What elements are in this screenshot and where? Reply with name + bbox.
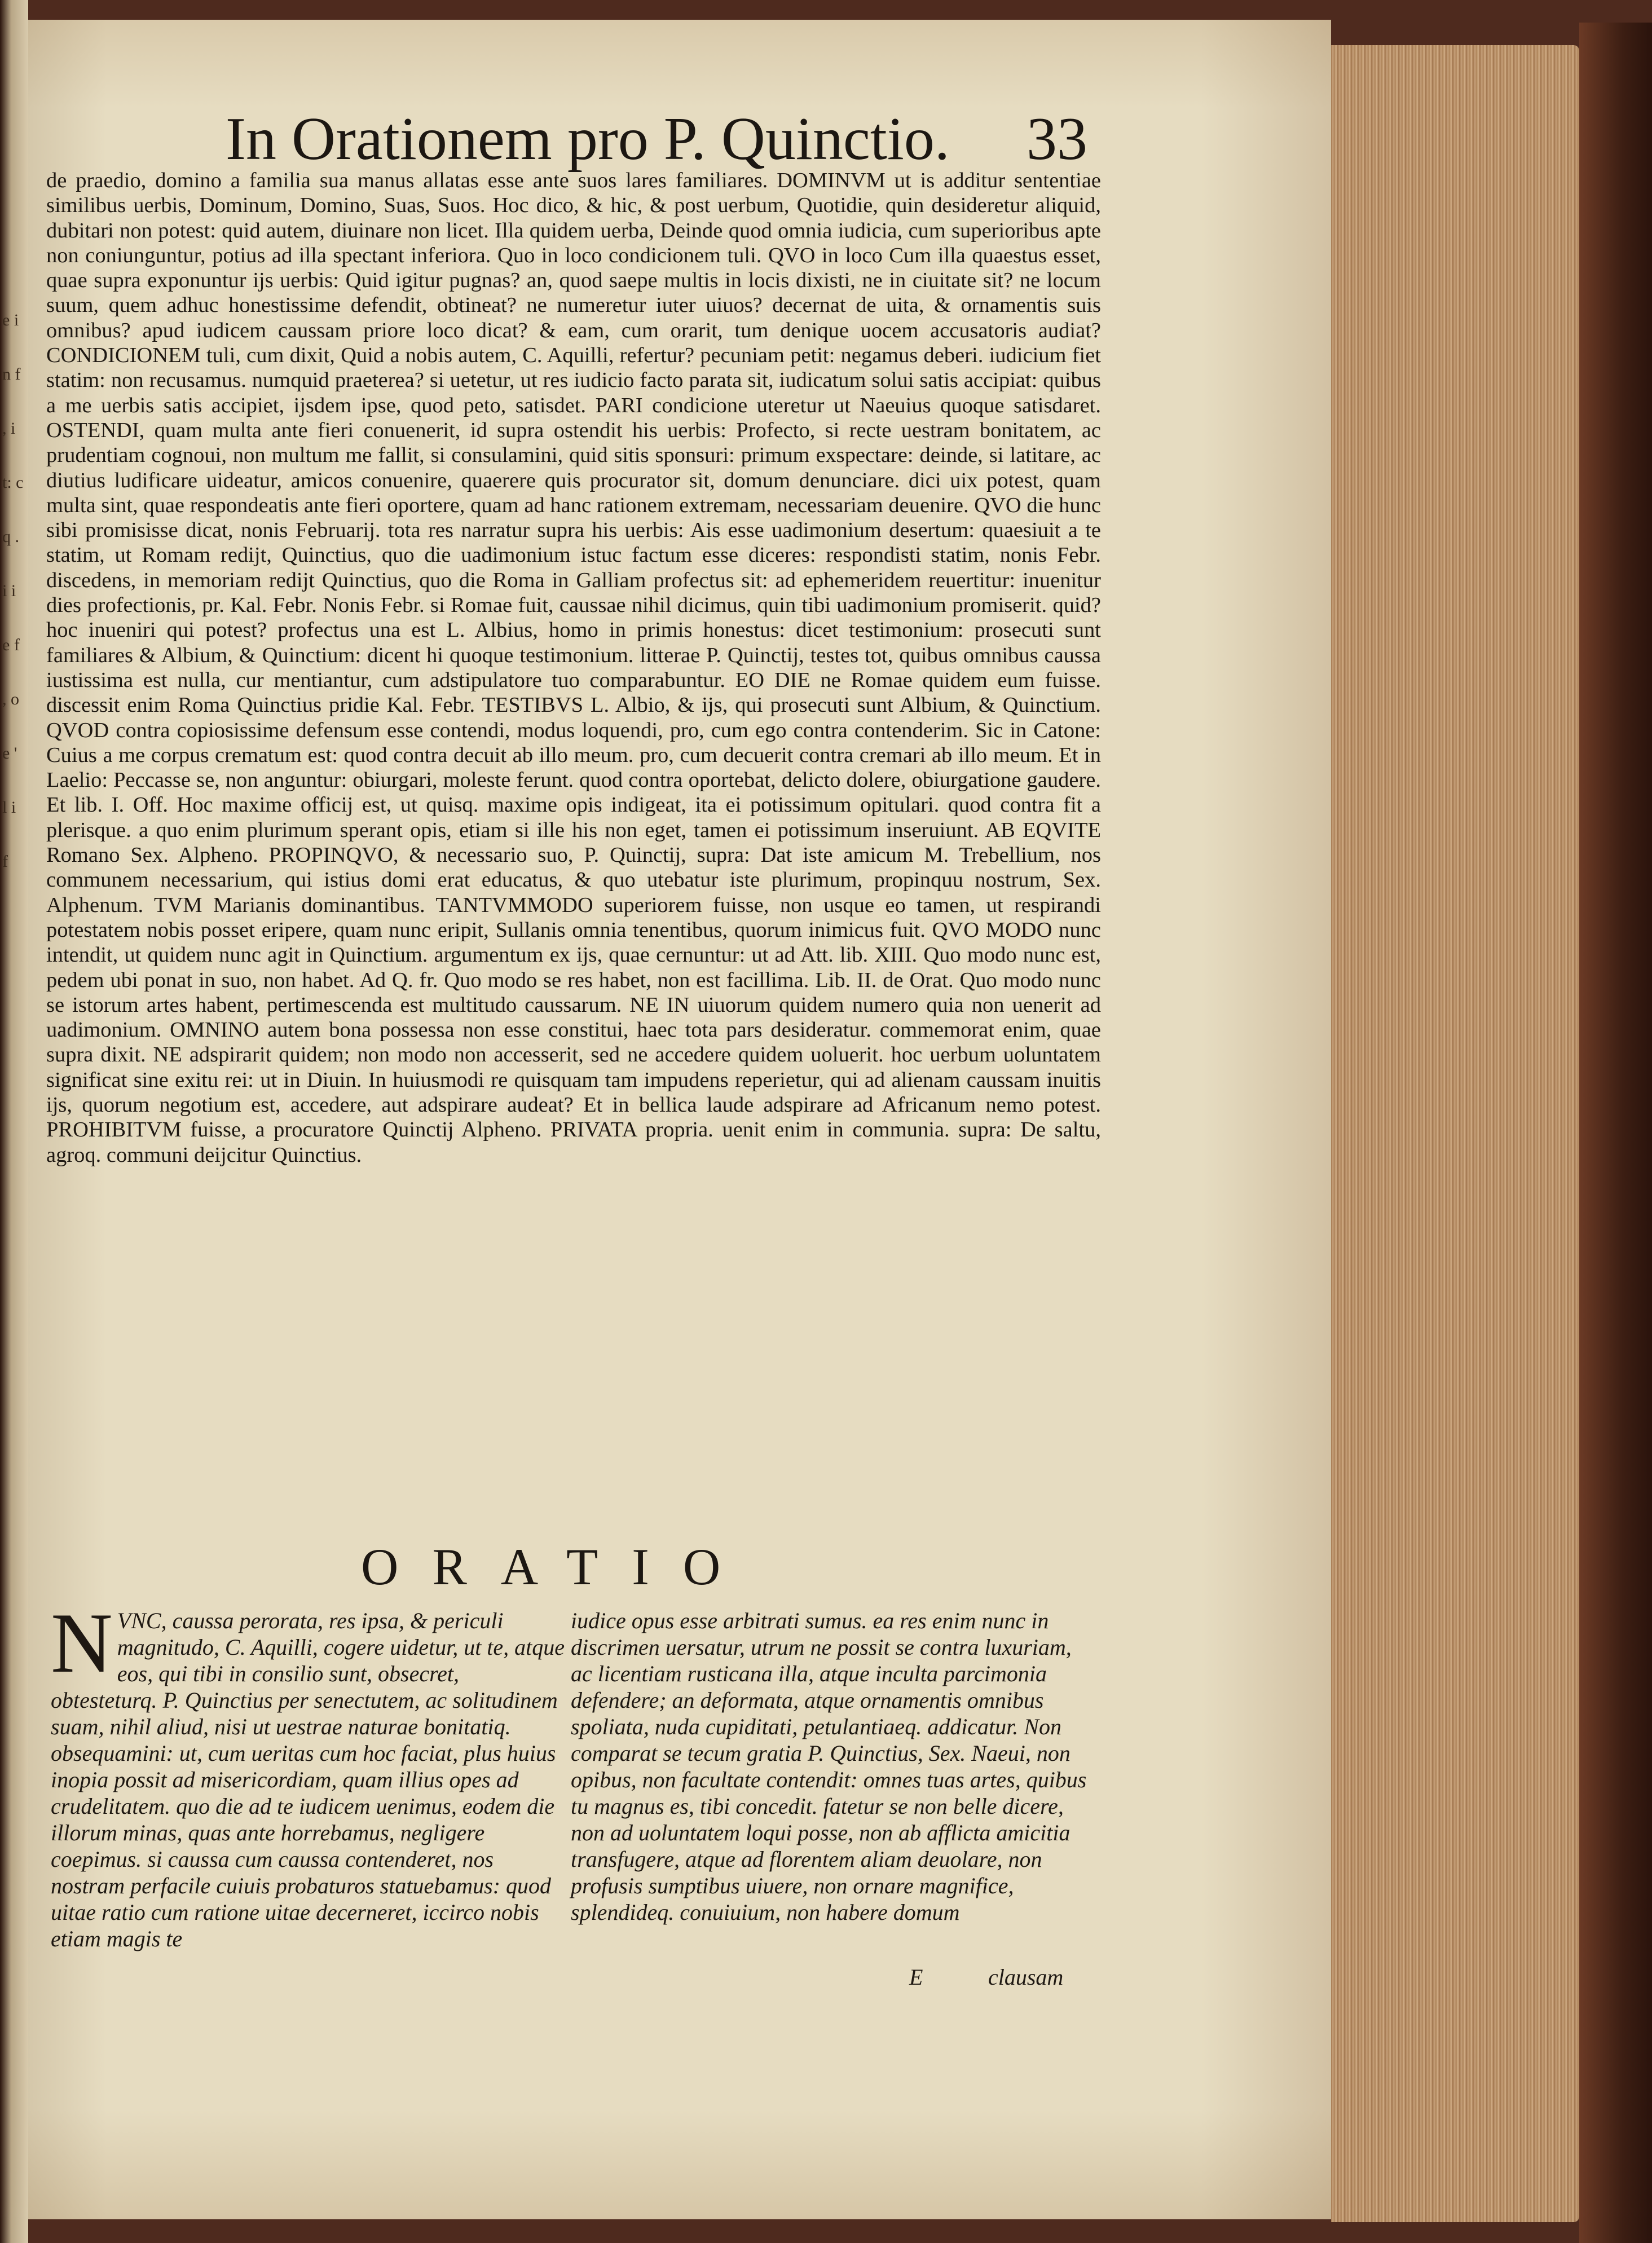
- oratio-column-left: [51, 1596, 570, 1952]
- book-cover: [1579, 23, 1652, 2243]
- page-number: 33: [1027, 105, 1087, 173]
- facing-page-margin-text: e i n f , i t: c q . i i e f , o e ' l i f: [2, 311, 24, 871]
- signature-mark: E: [909, 1964, 923, 1990]
- page-fore-edge: [1331, 45, 1579, 2222]
- commentary-block: [46, 168, 1101, 1167]
- oratio-text-right: iudice opus esse arbitrati sumus. ea res enim nunc in discrimen uersatur, utrum ne possit se contra luxuriam, ac licentiam rusticana illa, atque inculta parcimonia defendere; an deformata, atque ornamentis omnibus spoliata, nuda cupiditati, petulantiaeq. addicatur. Non comparat se tecum gratia P. Quinctius, Sex. Naeui, non opibus, non facultate contendit: omnes tuas artes, quibus tu magnus es, tibi concedit. fatetur se non belle dicere, non ad uoluntatem loqui posse, non ab afflicta amicitia transfugere, atque ad florentem aliam deuolare, non profusis sumptibus uiuere, non ornare magnifice, splendideq. conuiuium, non habere domum: [571, 1608, 1087, 1925]
- oratio-text-left: VNC, caussa perorata, res ipsa, & periculi magnitudo, C. Aquilli, cogere uidetur, ut te, atque eos, qui tibi in consilio sunt, obsecret, obtesteturq. P. Quinctius per senectutem, ac solitudinem suam, nihil aliud, nisi ut uestrae naturae bonitatiq. obsequamini: ut, cum ueritas cum hoc faciat, plus huius inopia possit ad misericordiam, quam illius opes ad crudelitatem. quo die ad te iudicem uenimus, eodem die illorum minas, quas ante horrebamus, negligere coepimus. si caussa cum caussa contenderet, nos nostram perfacile cuiuis probaturos statuebamus: quod uitae ratio cum ratione uitae decerneret, iccirco nobis etiam magis te: [51, 1608, 565, 1951]
- facing-page-edge: [0, 0, 28, 2243]
- drop-cap: N: [51, 1596, 113, 1690]
- section-heading: ORATIO: [361, 1538, 755, 1596]
- oratio-paragraph-left: [51, 1596, 570, 1952]
- oratio-column-right: [571, 1607, 1090, 1925]
- running-title: In Orationem pro P. Quinctio.: [226, 105, 950, 173]
- catchword: clausam: [988, 1964, 1064, 1990]
- commentary-text: de praedio, domino a familia sua manus allatas esse ante suos lares familiares. DOMINVM ut is additur sententiae similibus uerbis, Dominum, Domino, Suas, Suos. Hoc dico, & hic, & post uerbum, Quotidie, quin desideretur aliquid, dubitari non potest: quid autem, diuinare non licet. Illa quidem uerba, Deinde quod omnia iudicia, cum superioribus apte non coniunguntur, potius ad illa spectant inferiora. Quo in loco condicionem tuli. QVO in loco Cum illa quaestus esset, quae supra exponuntur ijs uerbis: Quid igitur pugnas? an, quod saepe multis in locis dixisti, ne in ciuitate sit? ne locum suum, quem adhuc honestissime defendit, obtineat? ne numeretur iuter uiuos? decernat de uita, & ornamentis suis omnibus? apud iudicem caussam priore loco dicat? & eam, cum orarit, tum denique uocem accusatoris audiat? CONDICIONEM tuli, cum dixit, Quid a nobis autem, C. Aquilli, refertur? pecuniam petit: negamus deberi. iudicium fiet statim: non recusamus. numquid praeterea? si uetetur, ut res iudicio facto parata sit, iudicatum solui satis accipiat: quibus a me uerbis satis accipiet, ijsdem ipse, quod peto, satisdet. PARI condicione uteretur ut Naeuius quoque satisdaret. OSTENDI, quam multa ante fieri conuenerit, id supra ostendit his uerbis: Profecto, si recte uestram bonitatem, ac prudentiam cognoui, non multum me fallit, si consulamini, quid sitis sponsuri: primum exspectare: deinde, si latitare, ac diutius ludificare uideatur, amicos conuenire, quaerere quis procurator sit, domum denunciare. dici uix potest, quam multa sint, quae respondeatis ante fieri oportere, quam ad hanc rationem extremam, necessariam deuenire. QVO die hunc sibi promisisse dicat, nonis Februarij. tota res narratur supra his uerbis: Ais esse uadimonium desertum: quaesiuit a te statim, ut Romam redijt, Quinctius, quo die uadimonium istuc factum esse diceres: respondisti statim, nonis Febr. discedens, in memoriam redijt Quinctius, quo die Roma in Galliam profectus sit: ad ephemeridem reuertitur: inuenitur dies profectionis, pr. Kal. Febr. Nonis Febr. si Romae fuit, caussae nihil dicimus, quin tibi uadimonium promiserit. quid? hoc inueniri qui potest? profectus una est L. Albius, homo in primis honestus: dicet testimonium: prosecuti sunt familiares & Albium, & Quinctium: dicent hi quoque testimonium. litterae P. Quinctij, testes tot, quibus omnibus caussa iustissima est nulla, cur mentiantur, cum adstipulatore tuo comparabuntur. EO DIE ne Romae quidem eum fuisse. discessit enim Roma Quinctius pridie Kal. Febr. TESTIBVS L. Albio, & ijs, qui prosecuti sunt Albium, & Quinctium. QVOD contra copiosissime defensum esse contendi, modus loquendi, pro, cum ego contra contenderim. Sic in Catone: Cuius a me corpus crematum est: quod contra decuit ab illo meum. pro, cum decuerit contra cremari ab illo meum. Et in Laelio: Peccasse se, non anguntur: obiurgari, moleste ferunt. quod contra oportebat, delicto dolere, obiurgatione gaudere. Et lib. I. Off. Hoc maxime officij est, ut quisq. maxime opis indigeat, ita ei potissimum opitulari. quod contra fit a plerisque. a quo enim plurimum sperant opis, etiam si ille his non eget, tamen ei potissimum inseruiunt. AB EQVITE Romano Sex. Alpheno. PROPINQVO, & necessario suo, P. Quinctij, supra: Dat iste amicum M. Trebellium, nos communem necessarium, qui istius domi erat educatus, & quo utebatur iste plurimum, propinquu nostrum, Sex. Alphenum. TVM Marianis dominantibus. TANTVMMODO superiorem fuisse, non usque eo tamen, ut respirandi potestatem nobis posset eripere, quam nunc eripit, Sullanis omnia tenentibus, quorum inimicus fuit. QVO MODO nunc intendit, ut quidem nunc agit in Quinctium. argumentum ex ijs, quae cernuntur: ut ad Att. lib. XIII. Quo modo nunc est, pedem ubi ponat in suo, non habet. Ad Q. fr. Quo modo se res habet, non est facillima. Lib. II. de Orat. Quo modo nunc se istorum artes habent, pertimescenda est multitudo caussarum. NE IN uiuorum quidem numero quia non uenerit ad uadimonium. OMNINO autem bona possessa non esse constitui, haec tota pars desideratur. commemorat enim, quae supra dixit. NE adspirarit quidem; non modo non accesserit, sed ne accedere quidem uoluerit. hoc uerbum uoluntatem significat sine exitu rei: ut in Diuin. In huiusmodi re quisquam tam impudens reperietur, qui ad alienam caussam inuitis ijs, quorum negotium est, accedere, aut adspirare audeat? Et in bellica laude adspirare ad Africanum nemo potest. PROHIBITVM fuisse, a procuratore Quinctij Alpheno. PRIVATA propria. uenit enim in communia. supra: De saltu, agroq. communi deijcitur Quinctius.: [46, 169, 1101, 1167]
